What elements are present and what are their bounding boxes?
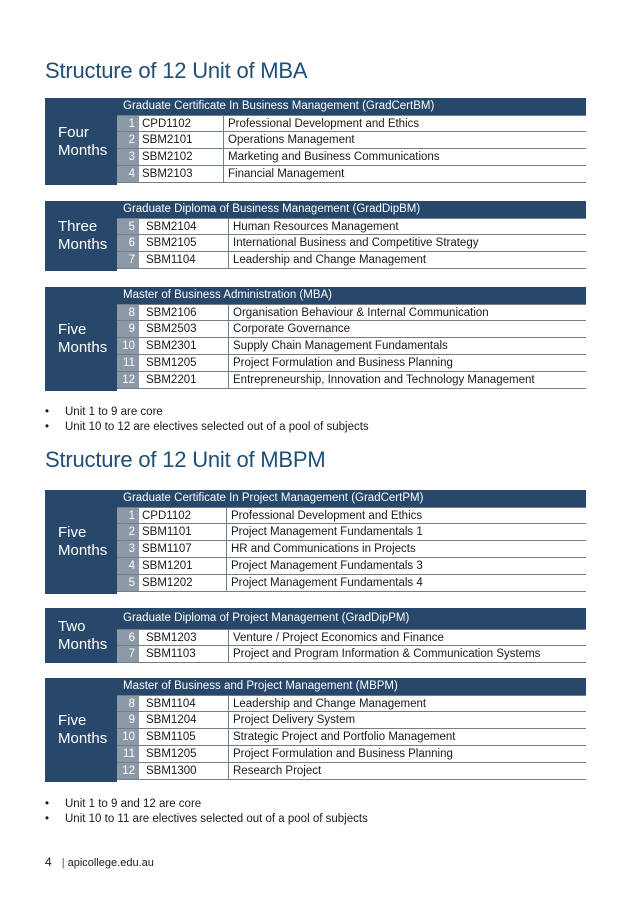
subject-name: Project Formulation and Business Planning	[228, 355, 453, 371]
subject-code: SBM1300	[146, 765, 197, 777]
table-row	[117, 712, 586, 729]
subject-code: SBM2105	[146, 237, 197, 249]
unit-number: 12	[117, 763, 139, 779]
subject-code: SBM1105	[146, 731, 196, 743]
table-body	[117, 304, 586, 389]
subject-code: SBM1103	[146, 648, 196, 660]
unit-number: 4	[117, 558, 139, 574]
table-row	[117, 372, 586, 389]
note-text: Unit 1 to 9 are core	[65, 406, 163, 418]
unit-number: 10	[117, 729, 139, 745]
unit-number: 5	[117, 219, 139, 234]
bullet-icon: •	[45, 406, 50, 418]
note-text: Unit 10 to 12 are electives selected out of a pool of subjects	[65, 421, 369, 433]
subject-name: Project Management Fundamentals 1	[226, 524, 423, 540]
duration-unit: Months	[58, 236, 108, 253]
duration-number: Five	[58, 321, 87, 338]
table-body	[117, 507, 586, 592]
unit-number: 3	[117, 541, 139, 557]
unit-number: 2	[117, 132, 139, 148]
table-row	[117, 235, 586, 252]
subject-name: Operations Management	[223, 132, 355, 148]
list-item	[45, 812, 368, 827]
mba-notes	[45, 405, 369, 435]
duration-unit: Months	[58, 635, 108, 653]
table-row	[117, 338, 586, 355]
subject-name: HR and Communications in Projects	[226, 541, 416, 557]
subject-name: Project Formulation and Business Planning	[228, 746, 453, 762]
graddippm-table	[45, 608, 586, 663]
table-header: Master of Business and Project Management (MBPM)	[117, 678, 586, 695]
subject-code: SBM1101	[142, 526, 192, 538]
subject-name: Project Management Fundamentals 3	[226, 558, 423, 574]
subject-name: Venture / Project Economics and Finance	[228, 630, 444, 646]
table-header: Graduate Diploma of Project Management (GradDipPM)	[117, 608, 586, 629]
unit-number: 9	[117, 712, 139, 728]
footer-separator: |	[61, 857, 65, 869]
duration-unit: Months	[58, 141, 108, 159]
list-item	[45, 420, 369, 435]
page-footer	[45, 855, 154, 869]
table-row	[117, 321, 586, 338]
table-body	[117, 629, 586, 663]
table-row	[117, 132, 586, 149]
subject-code: SBM2201	[146, 374, 197, 386]
subject-name: International Business and Competitive Strategy	[228, 235, 478, 251]
note-text: Unit 1 to 9 and 12 are core	[65, 798, 202, 810]
duration-unit: Months	[58, 339, 108, 356]
table-row	[117, 575, 586, 592]
duration-unit: Months	[58, 542, 108, 559]
subject-code: SBM2102	[142, 151, 193, 163]
table-row	[117, 166, 586, 183]
unit-number: 6	[117, 235, 139, 251]
mba-structure-title: Structure of 12 Unit of MBA	[45, 58, 308, 83]
bullet-icon: •	[45, 421, 50, 433]
subject-name: Supply Chain Management Fundamentals	[228, 338, 448, 354]
duration-number: Three	[58, 218, 98, 235]
subject-code: SBM1205	[146, 357, 197, 369]
subject-code: CPD1102	[142, 118, 192, 130]
table-row	[117, 355, 586, 372]
duration-unit: Months	[58, 730, 108, 747]
unit-number: 3	[117, 149, 139, 165]
table-row	[117, 149, 586, 166]
table-row	[117, 746, 586, 763]
bullet-icon: •	[45, 798, 50, 810]
subject-name: Marketing and Business Communications	[223, 149, 440, 165]
subject-name: Organisation Behaviour & Internal Communication	[228, 305, 489, 321]
subject-code: CPD1102	[142, 510, 192, 522]
duration-number: Five	[58, 712, 87, 729]
unit-number: 9	[117, 321, 139, 337]
unit-number: 11	[117, 355, 139, 371]
unit-number: 8	[117, 305, 139, 320]
subject-code: SBM1205	[146, 748, 197, 760]
subject-name: Project Management Fundamentals 4	[226, 575, 423, 591]
table-body	[117, 218, 586, 269]
subject-code: SBM1201	[142, 560, 193, 572]
mba-table	[45, 287, 586, 391]
unit-number: 5	[117, 575, 139, 591]
subject-code: SBM2104	[146, 221, 197, 233]
subject-code: SBM1107	[142, 543, 192, 555]
unit-number: 1	[117, 508, 139, 523]
table-row	[117, 695, 586, 712]
duration-label	[45, 678, 117, 782]
table-row	[117, 646, 586, 663]
unit-number: 12	[117, 372, 139, 388]
duration-label	[45, 490, 117, 594]
unit-number: 7	[117, 646, 139, 662]
table-row	[117, 729, 586, 746]
subject-name: Financial Management	[223, 166, 344, 182]
subject-code: SBM1203	[146, 632, 197, 644]
table-row	[117, 558, 586, 575]
subject-code: SBM2101	[142, 134, 193, 146]
unit-number: 2	[117, 524, 139, 540]
unit-number: 7	[117, 252, 139, 268]
subject-name: Human Resources Management	[228, 219, 399, 235]
duration-number: Five	[58, 524, 87, 541]
subject-name: Leadership and Change Management	[228, 696, 426, 712]
unit-number: 11	[117, 746, 139, 762]
table-header: Graduate Diploma of Business Management (GradDipBM)	[117, 201, 586, 218]
unit-number: 6	[117, 630, 139, 645]
bullet-icon: •	[45, 813, 50, 825]
unit-number: 1	[117, 116, 139, 131]
mbpm-table	[45, 678, 586, 782]
unit-number: 4	[117, 166, 139, 182]
table-row	[117, 507, 586, 524]
unit-number: 10	[117, 338, 139, 354]
note-text: Unit 10 to 11 are electives selected out of a pool of subjects	[65, 813, 368, 825]
table-row	[117, 115, 586, 132]
subject-name: Entrepreneurship, Innovation and Technology Management	[228, 372, 535, 388]
mbpm-structure-title: Structure of 12 Unit of MBPM	[45, 447, 326, 472]
subject-name: Leadership and Change Management	[228, 252, 426, 268]
duration-label	[45, 98, 117, 185]
table-header: Graduate Certificate In Project Management (GradCertPM)	[117, 490, 586, 507]
subject-name: Strategic Project and Portfolio Management	[228, 729, 455, 745]
subject-code: SBM1104	[146, 254, 196, 266]
subject-name: Research Project	[228, 763, 321, 779]
duration-number: Two	[58, 617, 86, 635]
subject-code: SBM1204	[146, 714, 197, 726]
list-item	[45, 797, 368, 812]
subject-name: Corporate Governance	[228, 321, 350, 337]
subject-code: SBM1202	[142, 577, 193, 589]
duration-label	[45, 608, 117, 663]
graddipbm-table	[45, 201, 586, 271]
subject-code: SBM2106	[146, 307, 197, 319]
gradcertpm-table	[45, 490, 586, 594]
table-row	[117, 629, 586, 646]
unit-number: 8	[117, 696, 139, 711]
subject-code: SBM2103	[142, 168, 193, 180]
table-body	[117, 115, 586, 183]
mbpm-notes	[45, 797, 368, 827]
duration-label	[45, 287, 117, 391]
subject-code: SBM2301	[146, 340, 197, 352]
duration-number: Four	[58, 123, 89, 141]
duration-label	[45, 201, 117, 271]
subject-code: SBM1104	[146, 698, 196, 710]
website-link[interactable]: apicollege.edu.au	[67, 857, 154, 869]
table-row	[117, 763, 586, 780]
subject-code: SBM2503	[146, 323, 197, 335]
subject-name: Professional Development and Ethics	[226, 508, 422, 524]
subject-name: Project and Program Information & Communication Systems	[228, 646, 540, 662]
table-header: Graduate Certificate In Business Management (GradCertBM)	[117, 98, 586, 115]
table-body	[117, 695, 586, 780]
table-row	[117, 252, 586, 269]
list-item	[45, 405, 369, 420]
table-row	[117, 218, 586, 235]
page-number: 4	[45, 855, 52, 869]
table-header: Master of Business Administration (MBA)	[117, 287, 586, 304]
subject-name: Professional Development and Ethics	[223, 116, 419, 132]
table-row	[117, 541, 586, 558]
table-row	[117, 304, 586, 321]
gradcertbm-table	[45, 98, 586, 185]
table-row	[117, 524, 586, 541]
subject-name: Project Delivery System	[228, 712, 355, 728]
